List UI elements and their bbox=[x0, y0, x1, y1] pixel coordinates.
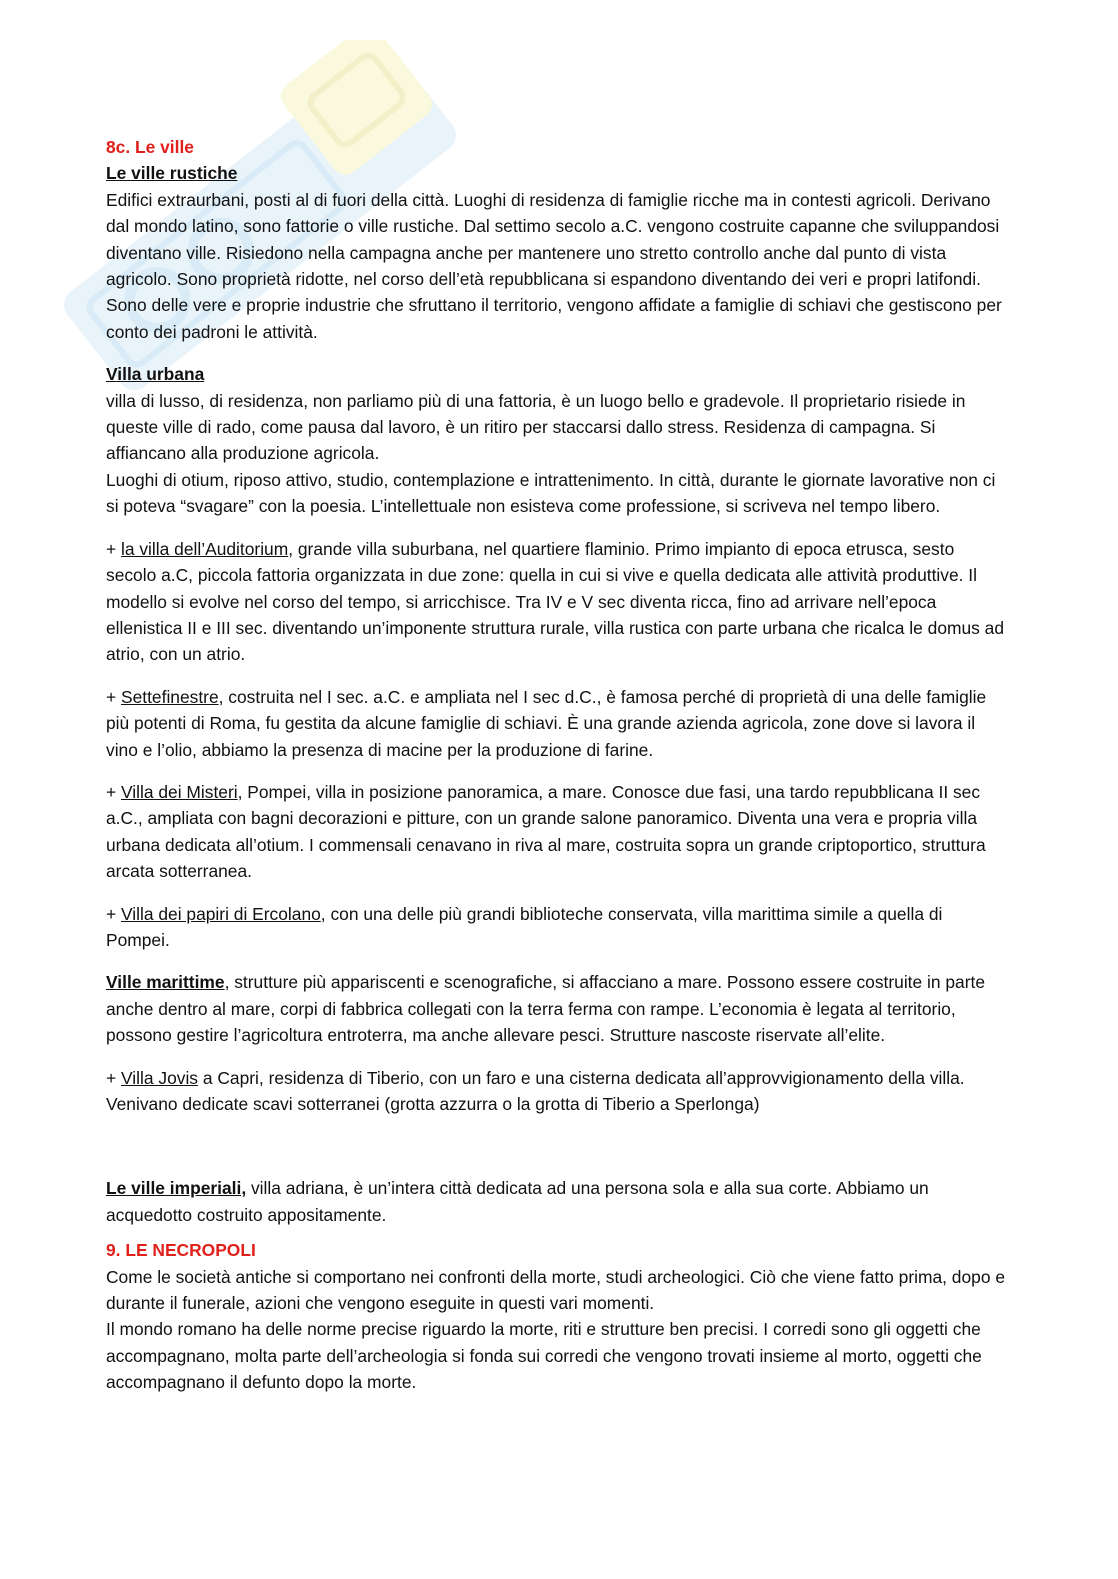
bullet-prefix: + bbox=[106, 1067, 121, 1088]
heading-villa-urbana: Villa urbana bbox=[106, 364, 205, 385]
bullet-prefix: + bbox=[106, 781, 121, 802]
paragraph-villa-papiri bbox=[106, 901, 1006, 954]
paragraph-villa-jovis bbox=[106, 1065, 1006, 1118]
document-page bbox=[106, 134, 1006, 1396]
settefinestre-text: , costruita nel I sec. a.C. e ampliata nel I sec d.C., è famosa perché di proprietà di una delle famiglie più potenti di Roma, fu gestita da alcune famiglie di schiavi. È una grande azienda agricola, zone dove si lavora il vino e l’olio, abbiamo la presenza di macine per la produzione di farine. bbox=[106, 686, 987, 760]
villa-name-settefinestre: Settefinestre bbox=[121, 686, 219, 707]
heading-ville-imperiali: Le ville imperiali, bbox=[106, 1178, 247, 1199]
villa-name-papiri: Villa dei papiri di Ercolano bbox=[121, 903, 321, 924]
bullet-prefix: + bbox=[106, 903, 121, 924]
paragraph-ville-imperiali bbox=[106, 1175, 1006, 1228]
imperiali-text: villa adriana, è un’intera città dedicata ad una persona sola e alla sua corte. Abbiamo un acquedotto costruito appositamente. bbox=[106, 1178, 929, 1225]
villa-name-misteri: Villa dei Misteri bbox=[121, 781, 238, 802]
villa-name-auditorium: la villa dell’Auditorium bbox=[121, 538, 289, 559]
section-title-8c: 8c. Le ville bbox=[106, 137, 194, 157]
misteri-text: , Pompei, villa in posizione panoramica, a mare. Conosce due fasi, una tardo repubblicana II sec a.C., ampliata con bagni decorazioni e pitture, con un grande salone panoramico. Diventa una vera e propria villa urbana dedicata all’otium. I commensali cenavano in riva al mare, costruita sopra un grande criptoportico, struttura arcata sotterranea. bbox=[106, 781, 986, 882]
paragraph-auditorium bbox=[106, 536, 1006, 668]
paragraph-villa-misteri bbox=[106, 779, 1006, 885]
paragraph-necropoli-2: Il mondo romano ha delle norme precise riguardo la morte, riti e strutture ben precisi. I corredi sono gli oggetti che accompagnano, molta parte dell’archeologia si fonda sui corredi che vengono trovati insieme al morto, oggetti che accompagnano il defunto dopo la morte. bbox=[106, 1319, 982, 1393]
paragraph-settefinestre bbox=[106, 684, 1006, 763]
paragraph-villa-urbana-2: Luoghi di otium, riposo attivo, studio, contemplazione e intrattenimento. In città, durante le giornate lavorative non ci si poteva “svagare” con la poesia. L’intellettuale non esisteva come professione, si scriveva nel tempo libero. bbox=[106, 469, 996, 517]
bullet-prefix: + bbox=[106, 538, 121, 559]
heading-ville-marittime: Ville marittime bbox=[106, 972, 225, 993]
paragraph-ville-marittime bbox=[106, 969, 1006, 1048]
auditorium-text: , grande villa suburbana, nel quartiere flaminio. Primo impianto di epoca etrusca, sesto secolo a.C, piccola fattoria organizzata in due zone: quella in cui si vive e quella dedicata alle attività produttive. Il modello si evolve nel corso del tempo, si arricchisce. Tra IV e V sec diventa ricca, fino ad arrivare nell’epoca ellenistica II e III sec. diventando un’imponente struttura rurale, villa rustica con parte urbana che ricalca le domus ad atrio, con un atrio. bbox=[106, 538, 1005, 665]
villa-name-jovis: Villa Jovis bbox=[121, 1067, 199, 1088]
marittime-text: , strutture più appariscenti e scenografiche, si affacciano a mare. Possono essere costruite in parte anche dentro al mare, corpi di fabbrica collegati con la terra ferma con rampe. L’economia è legata al territorio, possono gestire l’agricoltura entroterra, ma anche allevare pesci. Strutture nascoste riservate all’elite. bbox=[106, 972, 986, 1046]
heading-ville-rustiche: Le ville rustiche bbox=[106, 163, 238, 184]
bullet-prefix: + bbox=[106, 686, 121, 707]
jovis-text: a Capri, residenza di Tiberio, con un faro e una cisterna dedicata all’approvvigionamento della villa. Venivano dedicate scavi sotterranei (grotta azzurra o la grotta di Tiberio a Sperlonga) bbox=[106, 1067, 965, 1114]
paragraph-ville-rustiche: Edifici extraurbani, posti al di fuori della città. Luoghi di residenza di famiglie ricche ma in contesti agricoli. Derivano dal mondo latino, sono fattorie o ville rustiche. Dal settimo secolo a.C. vengono costruite capanne che sviluppandosi diventano ville. Risiedono nella campagna anche per mantenere uno stretto controllo anche dal punto di vista agricolo. Sono proprietà ridotte, nel corso dell’età repubblicana si espandono diventando dei veri e propri latifondi. Sono delle vere e proprie industrie che sfruttano il territorio, vengono affidate a famiglie di schiavi che gestiscono per conto dei padroni le attività. bbox=[106, 189, 1002, 342]
section-title-9: 9. LE NECROPOLI bbox=[106, 1240, 256, 1261]
paragraph-necropoli-1: Come le società antiche si comportano nei confronti della morte, studi archeologici. Ciò che viene fatto prima, dopo e durante il funerale, azioni che vengono eseguite in questi vari momenti. bbox=[106, 1266, 1005, 1314]
paragraph-villa-urbana-1: villa di lusso, di residenza, non parliamo più di una fattoria, è un luogo bello e gradevole. Il proprietario risiede in queste ville di rado, come pausa dal lavoro, è un ritiro per staccarsi dallo stress. Residenza di campagna. Si affiancano alla produzione agricola. bbox=[106, 390, 966, 464]
papiri-text: , con una delle più grandi biblioteche conservata, villa marittima simile a quella di Pompei. bbox=[106, 903, 943, 950]
